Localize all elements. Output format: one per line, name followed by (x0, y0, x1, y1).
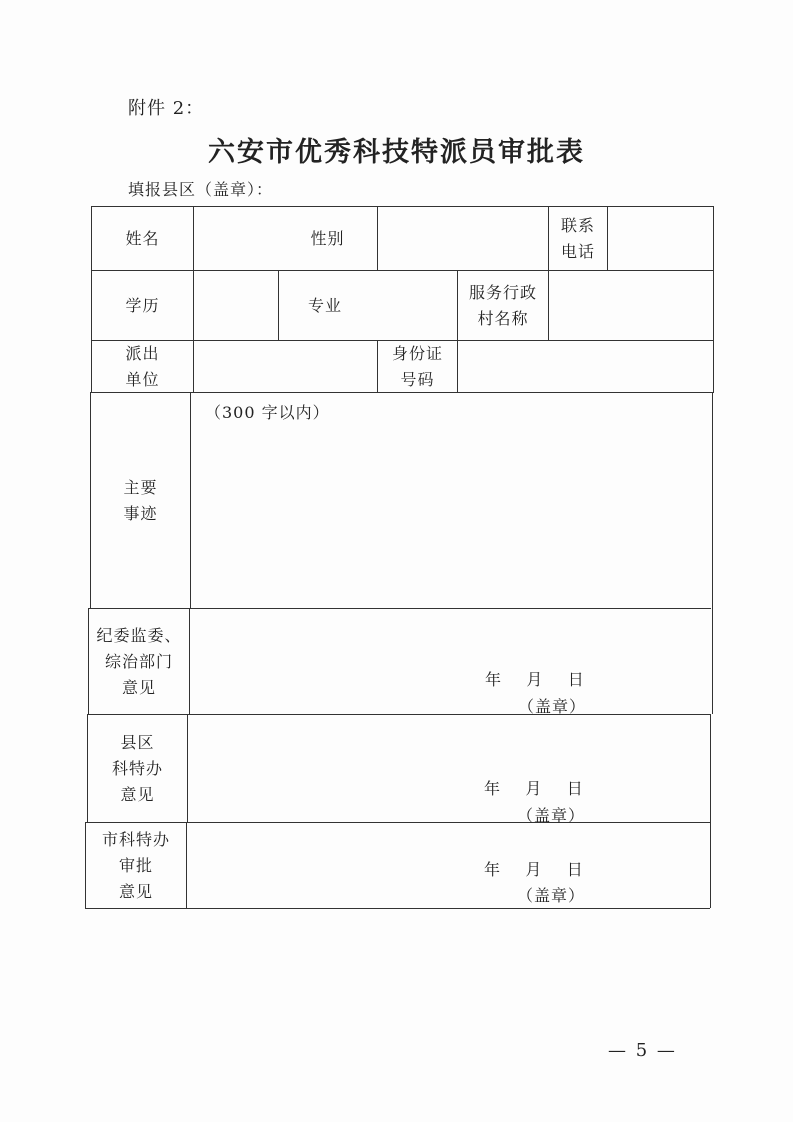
discipline-opinion-date: 年 月 日 (485, 670, 585, 689)
major-label: 专业 (307, 295, 342, 315)
discipline-opinion-field[interactable] (190, 609, 712, 714)
village-label: 服务行政 村名称 (468, 282, 537, 328)
deeds-field[interactable] (191, 393, 712, 608)
gender-label: 性别 (310, 228, 345, 248)
gender-field[interactable] (378, 207, 548, 270)
form-title: 六安市优秀科技特派员审批表 (208, 137, 585, 168)
city-office-approval-label: 市科特办 审批 意见 (101, 829, 170, 901)
unit-field[interactable] (194, 341, 377, 392)
phone-field[interactable] (608, 207, 713, 270)
id-number-label: 身份证 号码 (391, 343, 443, 389)
discipline-opinion-label: 纪委监委、 综治部门 意见 (96, 625, 182, 697)
county-office-opinion-field[interactable] (188, 715, 710, 822)
unit-label: 派出 单位 (125, 343, 160, 389)
page-number: — 5 — (608, 1040, 677, 1061)
id-number-field[interactable] (458, 341, 713, 392)
city-office-approval-seal: （盖章） (517, 886, 586, 905)
deeds-label: 主要 事迹 (123, 477, 158, 523)
attachment-label: 附件 2： (128, 98, 205, 119)
major-field[interactable] (372, 271, 457, 340)
education-field[interactable] (194, 271, 278, 340)
phone-label: 联系 电话 (560, 215, 595, 261)
deeds-note: （300 字以内） (205, 403, 330, 422)
county-office-opinion-seal: （盖章） (517, 806, 586, 825)
education-label: 学历 (125, 295, 160, 315)
name-label: 姓名 (125, 228, 160, 248)
city-office-approval-date: 年 月 日 (484, 860, 584, 879)
county-office-opinion-label: 县区 科特办 意见 (111, 732, 163, 804)
discipline-opinion-seal: （盖章） (518, 697, 587, 716)
village-field[interactable] (549, 271, 713, 340)
county-seal-label: 填报县区（盖章）： (128, 180, 274, 199)
city-office-approval-field[interactable] (187, 823, 710, 908)
county-office-opinion-date: 年 月 日 (484, 779, 584, 798)
